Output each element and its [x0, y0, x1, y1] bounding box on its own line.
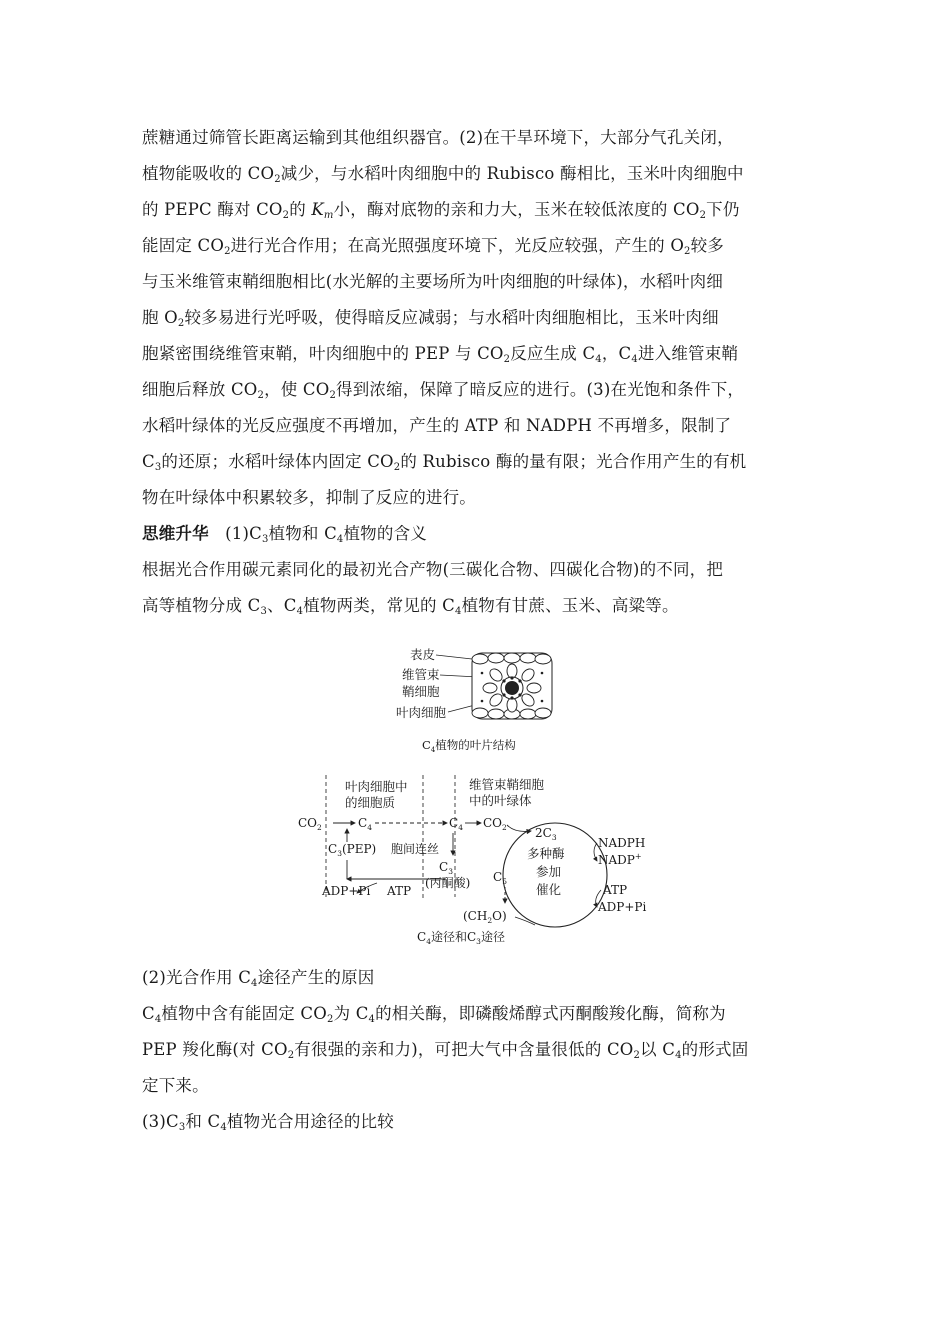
- mesophyll-title-2: 的细胞质: [345, 795, 396, 810]
- two-c3: $2C_3$: [535, 826, 557, 842]
- subheading-2: (2)光合作用 $C_4$途径产生的原因: [142, 968, 375, 989]
- c4-c3-pathway-figure: [295, 775, 665, 950]
- atp-right: ATP: [603, 883, 628, 897]
- figure2-caption: $C_4$途径和$C_3$途径: [417, 930, 505, 946]
- text-line: 高等植物分成 $C_3$、$C_4$植物两类，常见的 $C_4$植物有甘蔗、玉米、高粱等。: [142, 596, 679, 617]
- text-line: 的 PEPC 酶对 $CO_2$的 $K_m$小，酶对底物的亲和力大，玉米在较低浓度的 $CO_2$下仍: [142, 200, 740, 221]
- text-line: 物在叶绿体中积累较多，抑制了反应的进行。: [142, 488, 476, 507]
- text-line: 与玉米维管束鞘细胞相比(水光解的主要场所为叶肉细胞的叶绿体)，水稻叶肉细: [142, 272, 724, 291]
- mesophyll-title-1: 叶肉细胞中: [345, 779, 408, 794]
- leaf-structure-figure: [396, 645, 570, 760]
- leaf-cross-section-icon: [472, 653, 552, 719]
- enzyme-line-1: 多种酶: [527, 846, 565, 861]
- plasmodesmata-label: 胞间连丝: [391, 842, 440, 856]
- label-bundle-sheath-2: 鞘细胞: [402, 684, 440, 699]
- c4-bundle: $C_4$: [449, 816, 463, 832]
- text-line: 定下来。: [142, 1076, 209, 1095]
- enzyme-line-2: 参加: [536, 864, 562, 879]
- subheading-3: $(3)C_3$和 $C_4$植物光合用途径的比较: [142, 1112, 394, 1133]
- nadph: NADPH: [598, 836, 646, 850]
- label-epidermis: 表皮: [410, 647, 436, 662]
- adp-pi-left: ADP+Pi: [322, 884, 371, 898]
- section-2-text: [142, 960, 822, 1140]
- ch2o: $(CH_2O)$: [463, 909, 507, 925]
- bundle-title-2: 中的叶绿体: [469, 793, 532, 808]
- c3-pep: $C_3(PEP)$: [328, 842, 377, 858]
- text-line: 根据光合作用碳元素同化的最初光合产物(三碳化合物、四碳化合物)的不同，把: [142, 560, 724, 579]
- enzyme-line-3: 催化: [536, 882, 562, 897]
- text-line: $C_4$植物中含有能固定 $CO_2$为 $C_4$的相关酶，即磷酸烯醇式丙酮酸羧化酶，简称为: [142, 1004, 726, 1025]
- text-line: 植物能吸收的 $CO_2$减少，与水稻叶肉细胞中的 Rubisco 酶相比，玉米叶肉细胞中: [142, 164, 744, 185]
- text-line: 蔗糖通过筛管长距离运输到其他组织器官。(2)在干旱环境下，大部分气孔关闭，: [142, 128, 734, 147]
- text-line: 胞 $O_2$较多易进行光呼吸，使得暗反应减弱；与水稻叶肉细胞相比，玉米叶肉细: [142, 308, 719, 329]
- section-heading: 思维升华 $(1)C_3$植物和 $C_4$植物的含义: [142, 524, 427, 545]
- text-line: 细胞后释放 $CO_2$，使 $CO_2$得到浓缩，保障了暗反应的进行。(3)在光饱和条件下，: [142, 380, 745, 401]
- figure1-caption: $C_4$植物的叶片结构: [422, 738, 516, 754]
- main-text: [142, 120, 822, 624]
- nadp: NADP+: [598, 852, 642, 867]
- c5: $C_5$: [493, 870, 507, 886]
- text-line: 胞紧密围绕维管束鞘，叶肉细胞中的 PEP 与 $CO_2$反应生成 $C_4$，$C_4$进入维管束鞘: [142, 344, 739, 365]
- co2-bundle: $CO_2$: [483, 816, 507, 832]
- c4-mesophyll: $C_4$: [358, 816, 372, 832]
- atp-left: ATP: [387, 884, 412, 898]
- co2-in: $CO_2$: [298, 816, 322, 832]
- text-line: 水稻叶绿体的光反应强度不再增加，产生的 ATP 和 NADPH 不再增多，限制了: [142, 416, 732, 435]
- text-line: $C_3$的还原；水稻叶绿体内固定 $CO_2$的 Rubisco 酶的量有限；光合作用产生的有机: [142, 452, 747, 473]
- label-mesophyll: 叶肉细胞: [396, 705, 447, 720]
- adp-pi-right: ADP+Pi: [598, 900, 647, 914]
- text-line: 能固定 $CO_2$进行光合作用；在高光照强度环境下，光反应较强，产生的 $O_2$较多: [142, 236, 725, 257]
- c3-pyruvate: $C_3$: [439, 860, 453, 876]
- bundle-title-1: 维管束鞘细胞: [469, 777, 545, 792]
- text-line: PEP 羧化酶(对 $CO_2$有很强的亲和力)，可把大气中含量很低的 $CO_2$以 $C_4$的形式固: [142, 1040, 749, 1061]
- pyruvate-label: (丙酮酸): [425, 876, 471, 890]
- label-bundle-sheath-1: 维管束: [402, 667, 440, 682]
